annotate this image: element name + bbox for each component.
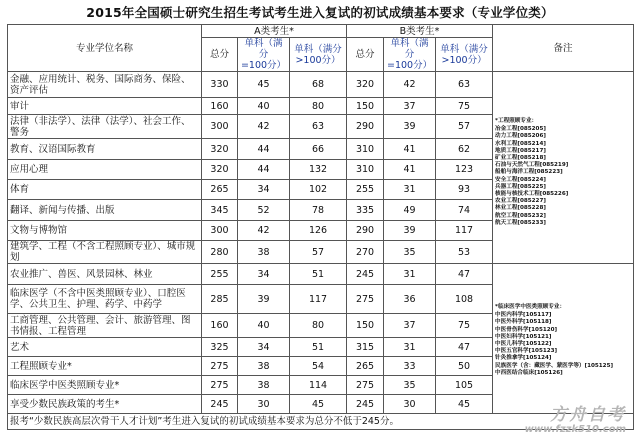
notes-item: 冶金工程[085205] (495, 126, 546, 133)
table-row (8, 72, 634, 98)
score-a-total: 300 (202, 115, 238, 139)
score-b-single-150: 45 (436, 395, 493, 414)
score-a-single-150: 66 (290, 139, 347, 160)
score-a-single-100: 45 (238, 72, 290, 98)
score-b-single-150: 123 (436, 160, 493, 180)
score-a-total: 160 (202, 314, 238, 338)
score-b-total: 270 (347, 241, 384, 264)
score-a-single-150: 114 (290, 376, 347, 395)
score-b-single-100: 39 (384, 221, 436, 241)
score-b-single-100: 30 (384, 395, 436, 414)
score-b-total: 310 (347, 139, 384, 160)
score-b-total: 315 (347, 338, 384, 357)
notes-item: 中医五官科学[105123] (495, 348, 558, 355)
score-b-total: 320 (347, 72, 384, 98)
score-b-single-150: 93 (436, 180, 493, 200)
score-a-single-150: 54 (290, 357, 347, 376)
notes-item: 农业工程[085227] (495, 198, 546, 205)
notes-item: 安全工程[085224] (495, 176, 546, 183)
score-b-single-150: 62 (436, 139, 493, 160)
score-b-single-150: 74 (436, 200, 493, 221)
score-b-total: 150 (347, 98, 384, 115)
notes-item: 中医骨伤科学[105120] (495, 326, 558, 333)
header-category: 专业学位名称 (8, 25, 202, 72)
score-a-single-100: 52 (238, 200, 290, 221)
notes-item: 船舶与海洋工程[085223] (495, 169, 563, 176)
score-a-single-100: 42 (238, 221, 290, 241)
header-group-a: A类考生* (202, 25, 347, 38)
watermark-url: www.fzzk510.com (524, 424, 626, 435)
score-b-single-150: 63 (436, 72, 493, 98)
degree-name: 法律（非法学）、法律（法学）、社会工作、警务 (8, 115, 202, 139)
score-a-total: 285 (202, 285, 238, 314)
score-a-single-100: 40 (238, 98, 290, 115)
score-a-single-150: 78 (290, 200, 347, 221)
score-a-single-100: 42 (238, 115, 290, 139)
score-a-total: 275 (202, 376, 238, 395)
score-b-single-100: 39 (384, 115, 436, 139)
degree-name: 享受少数民族政策的考生* (8, 395, 202, 414)
score-a-total: 325 (202, 338, 238, 357)
score-a-total: 320 (202, 160, 238, 180)
score-a-single-150: 102 (290, 180, 347, 200)
score-a-single-100: 38 (238, 376, 290, 395)
notes-item: 中医妇科学[105121] (495, 333, 552, 340)
score-b-single-150: 75 (436, 314, 493, 338)
notes-item: 针灸推拿学[105124] (495, 355, 552, 362)
scores-table (7, 24, 634, 430)
score-b-single-100: 37 (384, 98, 436, 115)
header-b-sub150: 单科（满分 >100分） (436, 38, 493, 72)
score-b-single-100: 42 (384, 72, 436, 98)
score-b-total: 150 (347, 314, 384, 338)
score-a-single-150: 45 (290, 395, 347, 414)
score-b-total: 310 (347, 160, 384, 180)
degree-name: 工程照顾专业* (8, 357, 202, 376)
notes-item: 中医儿科学[105122] (495, 341, 552, 347)
score-b-single-100: 37 (384, 314, 436, 338)
page-title: 2015年全国硕士研究生招生考试考生进入复试的初试成绩基本要求（专业学位类） (86, 5, 554, 20)
score-b-single-150: 50 (436, 357, 493, 376)
score-b-total: 290 (347, 115, 384, 139)
score-a-total: 275 (202, 357, 238, 376)
degree-name: 翻译、新闻与传播、出版 (8, 200, 202, 221)
score-b-single-100: 31 (384, 338, 436, 357)
degree-name: 体育 (8, 180, 202, 200)
header-b-sub100: 单科（满分 =100分） (384, 38, 436, 72)
score-a-single-150: 51 (290, 264, 347, 285)
notes-item: 水利工程[085214] (495, 140, 546, 147)
degree-name: 审计 (8, 98, 202, 115)
notes-item: 动力工程[085206] (495, 133, 546, 140)
score-b-single-100: 41 (384, 139, 436, 160)
notes-heading: *工程照顾专业： (495, 117, 538, 124)
notes-item: 中医内科学[105117] (495, 312, 552, 319)
score-b-total: 290 (347, 221, 384, 241)
score-a-total: 300 (202, 221, 238, 241)
score-a-single-100: 34 (238, 180, 290, 200)
score-b-total: 255 (347, 180, 384, 200)
score-b-total: 335 (347, 200, 384, 221)
score-a-single-100: 30 (238, 395, 290, 414)
score-b-single-100: 33 (384, 357, 436, 376)
score-b-single-150: 75 (436, 98, 493, 115)
score-a-single-100: 40 (238, 314, 290, 338)
score-b-single-150: 53 (436, 241, 493, 264)
notes-item: 林业工程[085228] (495, 205, 546, 212)
score-a-single-150: 117 (290, 285, 347, 314)
score-b-single-100: 36 (384, 285, 436, 314)
score-a-single-100: 38 (238, 357, 290, 376)
notes-item: 航空工程[085232] (495, 212, 546, 219)
score-a-total: 280 (202, 241, 238, 264)
notes-item: 地质工程[085217] (495, 147, 546, 154)
score-a-single-150: 126 (290, 221, 347, 241)
score-a-single-150: 80 (290, 314, 347, 338)
degree-name: 艺术 (8, 338, 202, 357)
score-b-single-150: 105 (436, 376, 493, 395)
notes-engineering (493, 72, 634, 264)
score-b-total: 275 (347, 376, 384, 395)
score-b-single-100: 35 (384, 241, 436, 264)
degree-name: 文物与博物馆 (8, 221, 202, 241)
notes-tcm (493, 264, 634, 414)
degree-name: 建筑学、工程（不含工程照顾专业）、城市规划 (8, 241, 202, 264)
score-b-single-100: 31 (384, 264, 436, 285)
score-a-total: 255 (202, 264, 238, 285)
score-b-single-150: 57 (436, 115, 493, 139)
score-b-total: 265 (347, 357, 384, 376)
degree-name: 教育、汉语国际教育 (8, 139, 202, 160)
header-a-sub150: 单科（满分 >100分） (290, 38, 347, 72)
degree-name: 应用心理 (8, 160, 202, 180)
score-b-single-100: 41 (384, 160, 436, 180)
score-b-single-100: 31 (384, 180, 436, 200)
score-a-total: 265 (202, 180, 238, 200)
score-a-total: 160 (202, 98, 238, 115)
score-b-single-150: 117 (436, 221, 493, 241)
score-a-single-100: 44 (238, 139, 290, 160)
degree-name: 农业推广、兽医、风景园林、林业 (8, 264, 202, 285)
table-row (8, 264, 634, 285)
score-a-single-100: 34 (238, 264, 290, 285)
score-a-single-150: 132 (290, 160, 347, 180)
score-b-single-150: 108 (436, 285, 493, 314)
notes-item: 民族医学（含：藏医学、蒙医学等）[105125] (495, 362, 614, 369)
score-b-single-150: 47 (436, 264, 493, 285)
degree-name: 金融、应用统计、税务、国际商务、保险、资产评估 (8, 72, 202, 98)
header-notes: 备注 (493, 25, 634, 72)
notes-item: 核能与核技术工程[085226] (495, 191, 569, 197)
watermark-brand: 方舟自考 (550, 405, 626, 425)
header-b-total: 总分 (347, 38, 384, 72)
score-a-single-150: 57 (290, 241, 347, 264)
degree-name: 临床医学（不含中医类照顾专业）、口腔医学、公共卫生、护理、药学、中药学 (8, 285, 202, 314)
score-a-single-150: 68 (290, 72, 347, 98)
score-a-total: 245 (202, 395, 238, 414)
score-a-single-100: 38 (238, 241, 290, 264)
watermark (525, 406, 626, 435)
notes-heading: *临床医学中医类照顾专业： (495, 303, 566, 310)
footnote: 报考“少数民族高层次骨干人才计划”考生进入复试的初试成绩基本要求为总分不低于245分。 (8, 414, 634, 430)
header-a-sub100: 单科（满分 =100分） (238, 38, 290, 72)
notes-item: 中西医结合临床[105126] (495, 369, 563, 376)
score-b-total: 245 (347, 395, 384, 414)
score-b-single-100: 49 (384, 200, 436, 221)
header-a-total: 总分 (202, 38, 238, 72)
notes-item: 中医外科学[105118] (495, 319, 552, 326)
score-a-single-150: 51 (290, 338, 347, 357)
score-b-total: 275 (347, 285, 384, 314)
score-b-single-150: 47 (436, 338, 493, 357)
notes-item: 石油与天然气工程[085219] (495, 162, 569, 169)
degree-name: 工商管理、公共管理、会计、旅游管理、图书情报、工程管理 (8, 314, 202, 338)
notes-item: 航天工程[085233] (495, 219, 546, 226)
notes-item: 兵器工程[085225] (495, 183, 546, 190)
score-a-single-150: 63 (290, 115, 347, 139)
score-a-total: 330 (202, 72, 238, 98)
score-a-total: 345 (202, 200, 238, 221)
score-a-single-150: 80 (290, 98, 347, 115)
notes-item: 矿业工程[085218] (495, 154, 546, 161)
score-b-single-100: 35 (384, 376, 436, 395)
degree-name: 临床医学中医类照顾专业* (8, 376, 202, 395)
score-a-single-100: 34 (238, 338, 290, 357)
score-a-total: 320 (202, 139, 238, 160)
score-b-total: 245 (347, 264, 384, 285)
score-a-single-100: 44 (238, 160, 290, 180)
header-group-b: B类考生* (347, 25, 493, 38)
score-a-single-100: 39 (238, 285, 290, 314)
